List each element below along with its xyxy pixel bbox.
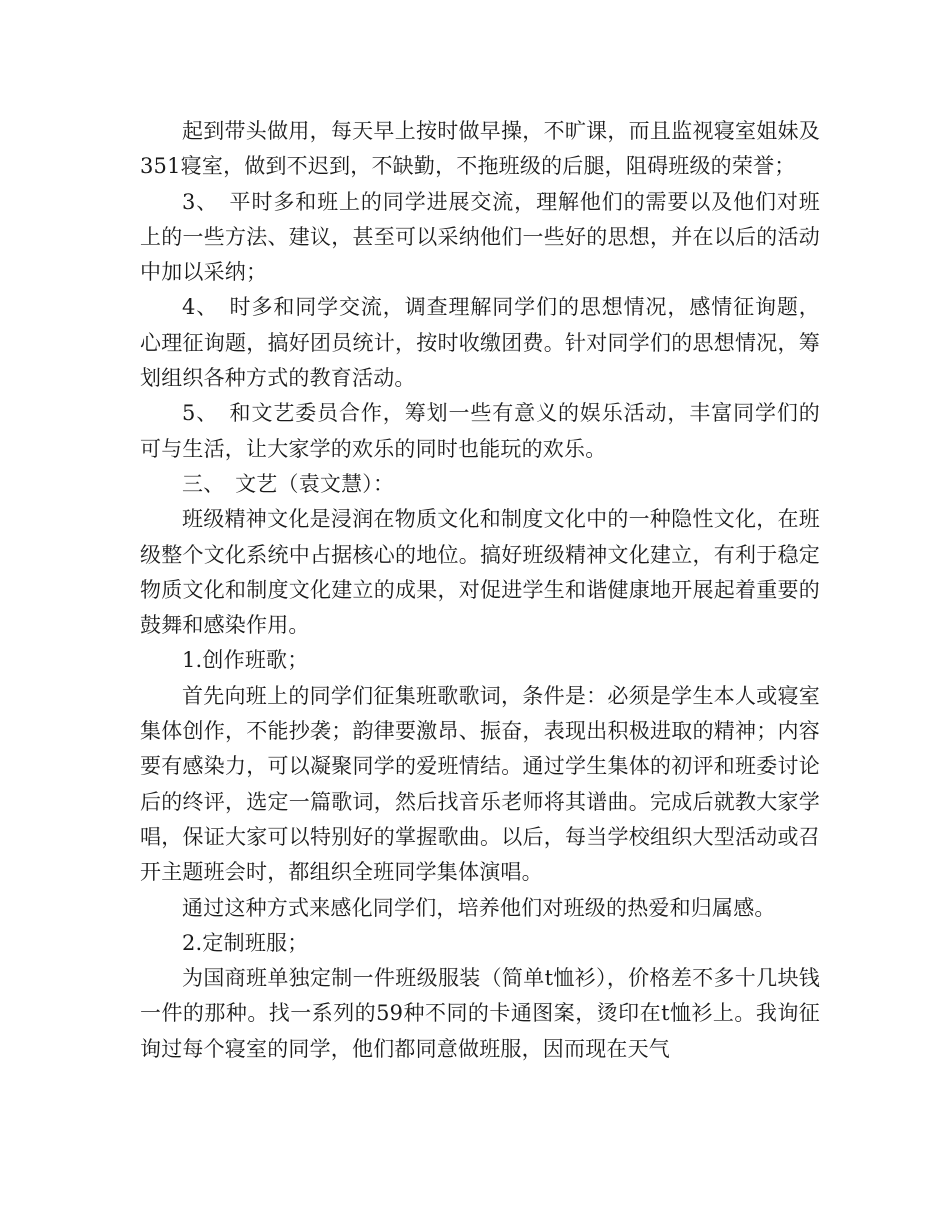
paragraph-item-4: 4、 时多和同学交流，调查理解同学们的思想情况，感情征询题，心理征询题，搞好团员统计，按时收缴团费。针对同学们的思想情况，筹划组织各种方式的教育活动。: [140, 295, 820, 391]
section-heading-arts: 三、 文艺（袁文慧）：: [182, 471, 395, 496]
paragraph-belonging: 通过这种方式来感化同学们，培养他们对班级的热爱和归属感。: [182, 895, 776, 920]
paragraph-item-3: 3、 平时多和班上的同学进展交流，理解他们的需要以及他们对班上的一些方法、建议，甚至可以采纳他们一些好的思想，并在以后的活动中加以采纳；: [140, 189, 820, 285]
subheading-class-uniform: 2.定制班服；: [182, 930, 309, 955]
paragraph-item-5: 5、 和文艺委员合作，筹划一些有意义的娱乐活动，丰富同学们的可与生活，让大家学的欢乐的同时也能玩的欢乐。: [140, 401, 820, 461]
subheading-class-song: 1.创作班歌；: [182, 648, 309, 673]
paragraph-class-uniform: 为国商班单独定制一件班级服装（简单t恤衫），价格差不多十几块钱一件的那种。找一系列的59种不同的卡通图案，烫印在t恤衫上。我询征询过每个寝室的同学，他们都同意做班服，因而现在天气: [140, 966, 820, 1061]
paragraph-duty-continuation: 起到带头做用，每天早上按时做早操，不旷课，而且监视寝室姐妹及351寝室，做到不迟到，不缺勤，不拖班级的后腿，阻碍班级的荣誉；: [140, 119, 820, 179]
paragraph-spirit-culture: 班级精神文化是浸润在物质文化和制度文化中的一种隐性文化，在班级整个文化系统中占据核心的地位。搞好班级精神文化建立，有利于稳定物质文化和制度文化建立的成果，对促进学生和谐健康地开展起着重要的鼓舞和感染作用。: [140, 507, 820, 638]
paragraph-class-song: 首先向班上的同学们征集班歌歌词，条件是：必须是学生本人或寝室集体创作，不能抄袭；韵律要激昂、振奋，表现出积极进取的精神；内容要有感染力，可以凝聚同学的爱班情结。通过学生集体的初评和班委讨论后的终评，选定一篇歌词，然后找音乐老师将其谱曲。完成后就教大家学唱，保证大家可以特别好的掌握歌曲。以后，每当学校组织大型活动或召开主题班会时，都组织全班同学集体演唱。: [140, 683, 820, 885]
document-body: [140, 114, 820, 1067]
